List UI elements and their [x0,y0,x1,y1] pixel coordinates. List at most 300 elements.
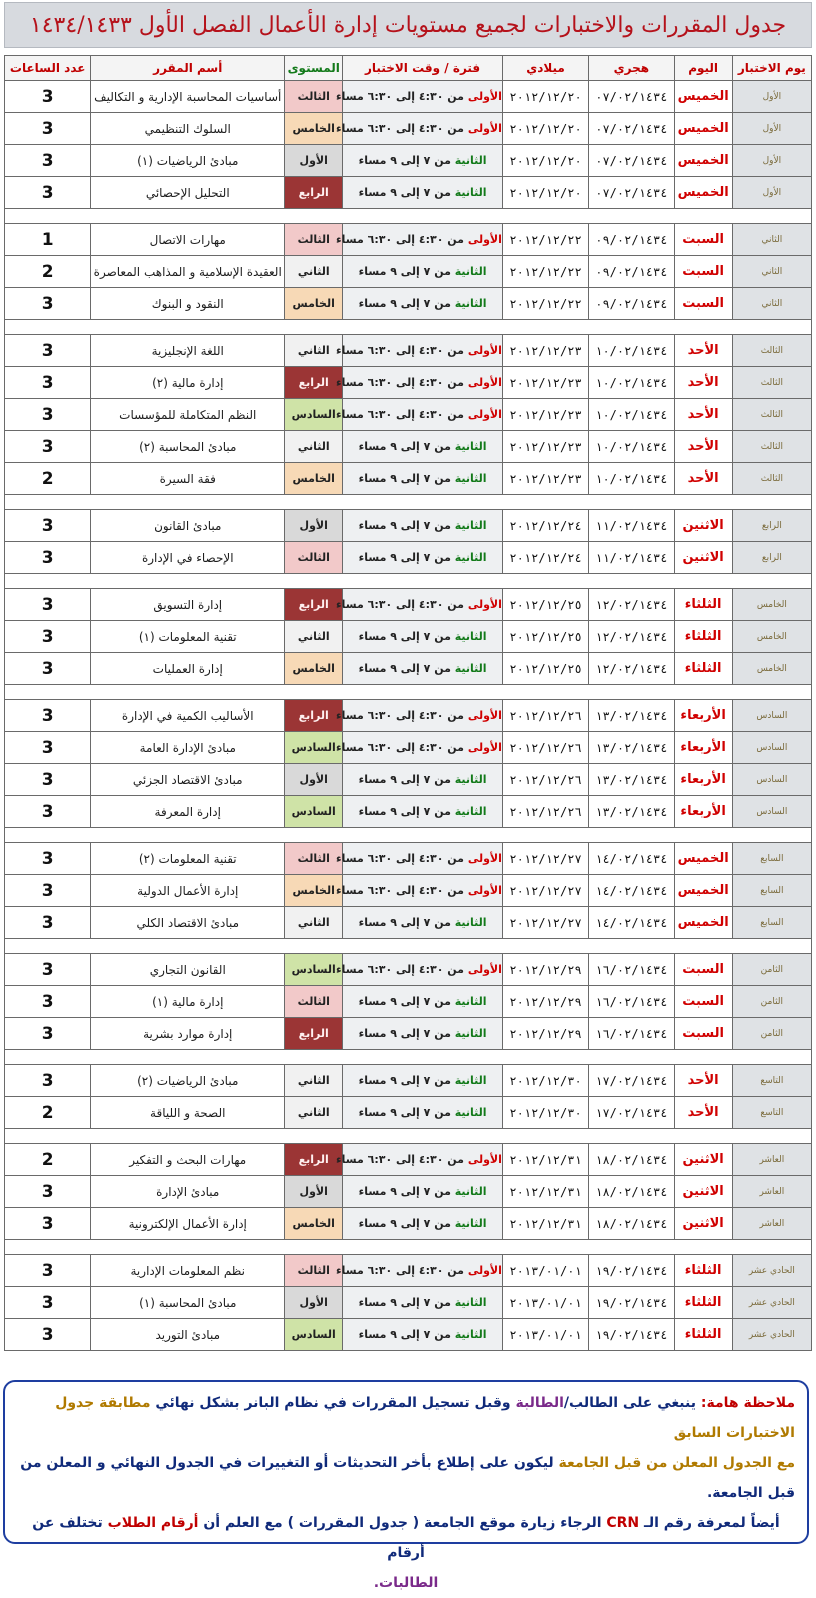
period-cell [343,256,503,288]
day-cell: الأحد [674,335,732,367]
course-name-cell: إدارة موارد بشرية [91,1018,285,1050]
gregorian-date-cell: ٢٠١٢/١٢/٢٢ [502,224,588,256]
day-cell: الخميس [674,177,732,209]
course-name-cell: مبادئ الاقتصاد الكلي [91,907,285,939]
credit-hours-cell: 3 [5,589,91,621]
period-name: الأولى [467,1264,502,1277]
period-time: من ٧ إلى ٩ مساء [358,265,451,278]
day-cell: الثلثاء [674,1319,732,1351]
note-text: أيضاً لمعرفة رقم الـ [644,1515,780,1531]
exam-day-cell: التاسع [732,1097,811,1129]
header-course: أسم المقرر [91,56,285,81]
course-name-cell: إدارة المعرفة [91,796,285,828]
credit-hours-cell: 3 [5,367,91,399]
course-name-cell: مبادئ الاقتصاد الجزئي [91,764,285,796]
course-name-cell: العقيدة الإسلامية و المذاهب المعاصرة [91,256,285,288]
course-name-cell: النظم المتكاملة للمؤسسات [91,399,285,431]
credit-hours-cell: 3 [5,510,91,542]
table-row [5,288,812,320]
period-cell [336,335,503,367]
note-text: وقبل تسجيل المقررات في نظام البانر بشكل نهائي [155,1395,511,1411]
day-cell: الأحد [674,367,732,399]
exam-day-cell: الثامن [732,986,811,1018]
group-separator [5,574,812,589]
group-separator [5,685,812,700]
period-cell [336,954,503,986]
hijri-date-cell: ١٢/٠٢/١٤٣٤ [589,589,674,621]
exam-day-cell: الأول [732,177,811,209]
period-time: من ٧ إلى ٩ مساء [358,662,451,675]
day-cell: السبت [674,986,732,1018]
period-name: الأولى [467,963,502,976]
exam-day-cell: الثالث [732,335,811,367]
period-name: الثانية [454,1074,487,1087]
hijri-date-cell: ١١/٠٢/١٤٣٤ [589,542,674,574]
group-separator [5,1129,812,1144]
day-cell: الثلثاء [674,653,732,685]
note-line-1 [17,1388,795,1448]
table-row [5,843,812,875]
table-row [5,367,812,399]
hijri-date-cell: ١٣/٠٢/١٤٣٤ [589,700,674,732]
course-name-cell: إدارة العمليات [91,653,285,685]
level-cell: الأول [285,510,343,542]
gregorian-date-cell: ٢٠١٢/١٢/٢٤ [502,510,588,542]
note-text: / [563,1395,570,1411]
credit-hours-cell: 3 [5,1287,91,1319]
level-cell: الرابع [285,177,343,209]
level-cell: السادس [285,1319,343,1351]
header-level: المستوى [285,56,343,81]
gregorian-date-cell: ٢٠١٢/١٢/٢٧ [502,875,588,907]
credit-hours-cell: 3 [5,732,91,764]
gregorian-date-cell: ٢٠١٢/١٢/٣١ [502,1144,588,1176]
table-row [5,335,812,367]
period-name: الأولى [467,741,502,754]
exam-day-cell: السادس [732,732,811,764]
period-name: الأولى [467,1153,502,1166]
gregorian-date-cell: ٢٠١٢/١٢/٢٦ [502,732,588,764]
period-cell [343,177,503,209]
period-cell [343,796,503,828]
exam-day-cell: الثالث [732,431,811,463]
header-exam-day: يوم الاختبار [732,56,811,81]
gregorian-date-cell: ٢٠١٣/٠١/٠١ [502,1255,588,1287]
group-separator [5,828,812,843]
period-cell [336,1255,503,1287]
exam-day-cell: الرابع [732,542,811,574]
gregorian-date-cell: ٢٠١٢/١٢/٢٢ [502,256,588,288]
hijri-date-cell: ١٦/٠٢/١٤٣٤ [589,986,674,1018]
group-separator [5,209,812,224]
period-name: الثانية [454,154,487,167]
course-name-cell: تقنية المعلومات (١) [91,621,285,653]
level-cell: الثالث [285,224,343,256]
table-row [5,796,812,828]
table-row [5,1319,812,1351]
course-name-cell: مبادئ الرياضيات (١) [91,145,285,177]
day-cell: الأحد [674,1097,732,1129]
gregorian-date-cell: ٢٠١٢/١٢/٢٣ [502,335,588,367]
course-name-cell: إدارة الأعمال الدولية [91,875,285,907]
period-name: الثانية [454,1106,487,1119]
credit-hours-cell: 3 [5,875,91,907]
period-name: الثانية [454,630,487,643]
day-cell: السبت [674,1018,732,1050]
exam-day-cell: السادس [732,700,811,732]
credit-hours-cell: 3 [5,399,91,431]
note-crn: CRN [606,1515,640,1531]
credit-hours-cell: 1 [5,224,91,256]
gregorian-date-cell: ٢٠١٢/١٢/٣١ [502,1176,588,1208]
period-name: الثانية [454,472,487,485]
period-cell [343,542,503,574]
credit-hours-cell: 3 [5,81,91,113]
gregorian-date-cell: ٢٠١٢/١٢/٢٣ [502,399,588,431]
table-row [5,986,812,1018]
gregorian-date-cell: ٢٠١٢/١٢/٢٠ [502,145,588,177]
course-name-cell: مبادئ التوريد [91,1319,285,1351]
note-text: ينبغي على [622,1395,696,1411]
day-cell: الأربعاء [674,700,732,732]
level-cell: الثاني [285,621,343,653]
period-time: من ٤:٣٠ إلى ٦:٣٠ مساء [336,90,464,103]
period-cell [343,463,503,495]
gregorian-date-cell: ٢٠١٢/١٢/٢٩ [502,954,588,986]
day-cell: الأربعاء [674,732,732,764]
period-time: من ٧ إلى ٩ مساء [358,805,451,818]
table-row [5,256,812,288]
period-time: من ٤:٣٠ إلى ٦:٣٠ مساء [336,709,464,722]
hijri-date-cell: ١٧/٠٢/١٤٣٤ [589,1065,674,1097]
credit-hours-cell: 3 [5,1208,91,1240]
period-name: الأولى [467,408,502,421]
exam-day-cell: السادس [732,764,811,796]
period-name: الثانية [454,265,487,278]
exam-day-cell: العاشر [732,1176,811,1208]
day-cell: الاثنين [674,542,732,574]
exam-day-cell: الثالث [732,367,811,399]
level-cell: الخامس [285,113,343,145]
header-hijri: هجري [589,56,674,81]
course-name-cell: مبادئ الرياضيات (٢) [91,1065,285,1097]
gregorian-date-cell: ٢٠١٢/١٢/٢٦ [502,700,588,732]
hijri-date-cell: ١٠/٠٢/١٤٣٤ [589,399,674,431]
header-hours: عدد الساعات [5,56,91,81]
day-cell: الأحد [674,463,732,495]
table-row [5,1176,812,1208]
gregorian-date-cell: ٢٠١٢/١٢/٣١ [502,1208,588,1240]
period-time: من ٤:٣٠ إلى ٦:٣٠ مساء [336,598,464,611]
gregorian-date-cell: ٢٠١٣/٠١/٠١ [502,1287,588,1319]
level-cell: الأول [285,145,343,177]
credit-hours-cell: 3 [5,954,91,986]
day-cell: الأحد [674,1065,732,1097]
level-cell: الثالث [285,1255,343,1287]
period-time: من ٤:٣٠ إلى ٦:٣٠ مساء [336,344,464,357]
table-row [5,224,812,256]
gregorian-date-cell: ٢٠١٣/٠١/٠١ [502,1319,588,1351]
separator-cell [5,939,812,954]
group-separator [5,495,812,510]
gregorian-date-cell: ٢٠١٢/١٢/٢٤ [502,542,588,574]
gregorian-date-cell: ٢٠١٢/١٢/٢٣ [502,367,588,399]
exam-day-cell: الأول [732,81,811,113]
hijri-date-cell: ١٤/٠٢/١٤٣٤ [589,843,674,875]
table-row [5,764,812,796]
table-row [5,954,812,986]
table-row [5,177,812,209]
exam-day-cell: الثامن [732,1018,811,1050]
level-cell: الثاني [285,907,343,939]
period-name: الأولى [467,598,502,611]
period-cell [343,621,503,653]
exam-day-cell: الأول [732,145,811,177]
period-name: الثانية [454,297,487,310]
day-cell: الثلثاء [674,1287,732,1319]
course-name-cell: السلوك التنظيمي [91,113,285,145]
course-name-cell: مبادئ الإدارة العامة [91,732,285,764]
level-cell: السادس [285,796,343,828]
period-time: من ٧ إلى ٩ مساء [358,1328,451,1341]
table-row [5,1018,812,1050]
period-name: الأولى [467,122,502,135]
exam-day-cell: التاسع [732,1065,811,1097]
period-name: الثانية [454,440,487,453]
period-time: من ٤:٣٠ إلى ٦:٣٠ مساء [336,1153,464,1166]
period-name: الأولى [467,709,502,722]
exam-day-cell: الثالث [732,463,811,495]
gregorian-date-cell: ٢٠١٢/١٢/٢٥ [502,589,588,621]
credit-hours-cell: 2 [5,256,91,288]
exam-day-cell: الخامس [732,653,811,685]
period-name: الثانية [454,662,487,675]
day-cell: الثلثاء [674,621,732,653]
period-time: من ٧ إلى ٩ مساء [358,916,451,929]
hijri-date-cell: ١٨/٠٢/١٤٣٤ [589,1208,674,1240]
hijri-date-cell: ١٨/٠٢/١٤٣٤ [589,1144,674,1176]
course-name-cell: النقود و البنوك [91,288,285,320]
hijri-date-cell: ١٢/٠٢/١٤٣٤ [589,621,674,653]
level-cell: الثاني [285,1097,343,1129]
day-cell: الأربعاء [674,764,732,796]
level-cell: الثالث [285,986,343,1018]
period-cell [336,843,503,875]
hijri-date-cell: ١٧/٠٢/١٤٣٤ [589,1097,674,1129]
level-cell: الخامس [285,288,343,320]
table-row [5,1287,812,1319]
course-name-cell: التحليل الإحصائي [91,177,285,209]
hijri-date-cell: ١٣/٠٢/١٤٣٤ [589,764,674,796]
header-row [5,56,812,81]
gregorian-date-cell: ٢٠١٢/١٢/٢٠ [502,177,588,209]
period-time: من ٧ إلى ٩ مساء [358,630,451,643]
exam-day-cell: السابع [732,843,811,875]
table-row [5,113,812,145]
hijri-date-cell: ٠٩/٠٢/١٤٣٤ [589,224,674,256]
period-cell [336,700,503,732]
day-cell: السبت [674,224,732,256]
level-cell: الرابع [285,367,343,399]
period-cell [336,732,503,764]
period-name: الأولى [467,884,502,897]
separator-cell [5,685,812,700]
period-cell [336,81,503,113]
period-name: الأولى [467,233,502,246]
period-time: من ٧ إلى ٩ مساء [358,995,451,1008]
hijri-date-cell: ١٩/٠٢/١٤٣٤ [589,1255,674,1287]
group-separator [5,1050,812,1065]
credit-hours-cell: 3 [5,764,91,796]
day-cell: الاثنين [674,1144,732,1176]
exam-day-cell: الثالث [732,399,811,431]
period-name: الثانية [454,1217,487,1230]
day-cell: الخميس [674,843,732,875]
period-cell [343,653,503,685]
table-row [5,621,812,653]
table-row [5,542,812,574]
day-cell: الأحد [674,431,732,463]
hijri-date-cell: ١٤/٠٢/١٤٣٤ [589,875,674,907]
hijri-date-cell: ١٣/٠٢/١٤٣٤ [589,732,674,764]
period-name: الأولى [467,852,502,865]
note-text: مع الجدول المعلن من قبل الجامعة [558,1455,795,1471]
period-name: الثانية [454,1328,487,1341]
period-name: الأولى [467,90,502,103]
period-name: الثانية [454,805,487,818]
day-cell: الأربعاء [674,796,732,828]
period-time: من ٧ إلى ٩ مساء [358,440,451,453]
level-cell: الأول [285,1287,343,1319]
credit-hours-cell: 3 [5,145,91,177]
period-time: من ٧ إلى ٩ مساء [358,1185,451,1198]
period-time: من ٤:٣٠ إلى ٦:٣٠ مساء [336,233,464,246]
level-cell: الأول [285,1176,343,1208]
table-row [5,81,812,113]
hijri-date-cell: ١٦/٠٢/١٤٣٤ [589,1018,674,1050]
period-time: من ٤:٣٠ إلى ٦:٣٠ مساء [336,408,464,421]
period-name: الثانية [454,773,487,786]
table-row [5,589,812,621]
level-cell: الثالث [285,843,343,875]
period-cell [343,145,503,177]
credit-hours-cell: 3 [5,177,91,209]
period-cell [336,589,503,621]
gregorian-date-cell: ٢٠١٢/١٢/٢٠ [502,113,588,145]
period-time: من ٤:٣٠ إلى ٦:٣٠ مساء [336,884,464,897]
group-separator [5,320,812,335]
hijri-date-cell: ١٢/٠٢/١٤٣٤ [589,653,674,685]
level-cell: الرابع [285,700,343,732]
period-time: من ٧ إلى ٩ مساء [358,472,451,485]
period-name: الثانية [454,916,487,929]
day-cell: الخميس [674,875,732,907]
day-cell: الخميس [674,907,732,939]
credit-hours-cell: 2 [5,463,91,495]
header-day: اليوم [674,56,732,81]
period-cell [343,510,503,542]
exam-day-cell: الثاني [732,224,811,256]
course-name-cell: إدارة التسويق [91,589,285,621]
period-cell [343,1097,503,1129]
period-cell [343,1065,503,1097]
separator-cell [5,1129,812,1144]
period-time: من ٧ إلى ٩ مساء [358,1106,451,1119]
table-row [5,463,812,495]
period-time: من ٧ إلى ٩ مساء [358,1296,451,1309]
credit-hours-cell: 3 [5,542,91,574]
level-cell: السادس [285,732,343,764]
exam-day-cell: الحادي عشر [732,1255,811,1287]
day-cell: الثلثاء [674,1255,732,1287]
hijri-date-cell: ١٠/٠٢/١٤٣٤ [589,367,674,399]
course-name-cell: مبادئ المحاسبة (١) [91,1287,285,1319]
gregorian-date-cell: ٢٠١٢/١٢/٢٥ [502,653,588,685]
separator-cell [5,828,812,843]
gregorian-date-cell: ٢٠١٢/١٢/٢٦ [502,764,588,796]
credit-hours-cell: 3 [5,431,91,463]
period-time: من ٧ إلى ٩ مساء [358,1074,451,1087]
period-time: من ٧ إلى ٩ مساء [358,551,451,564]
gregorian-date-cell: ٢٠١٢/١٢/٢٠ [502,81,588,113]
separator-cell [5,209,812,224]
note-label: ملاحظة هامة: [700,1395,795,1411]
exam-day-cell: العاشر [732,1144,811,1176]
day-cell: السبت [674,256,732,288]
course-name-cell: نظم المعلومات الإدارية [91,1255,285,1287]
exam-day-cell: الخامس [732,589,811,621]
note-line-3 [17,1508,795,1568]
hijri-date-cell: ١٨/٠٢/١٤٣٤ [589,1176,674,1208]
day-cell: الاثنين [674,1208,732,1240]
level-cell: الثاني [285,1065,343,1097]
period-time: من ٤:٣٠ إلى ٦:٣٠ مساء [336,963,464,976]
exam-day-cell: الرابع [732,510,811,542]
course-name-cell: مهارات البحث و التفكير [91,1144,285,1176]
period-time: من ٧ إلى ٩ مساء [358,1027,451,1040]
period-cell [343,1018,503,1050]
course-name-cell: الأساليب الكمية في الإدارة [91,700,285,732]
period-time: من ٤:٣٠ إلى ٦:٣٠ مساء [336,122,464,135]
period-cell [343,1287,503,1319]
hijri-date-cell: ٠٧/٠٢/١٤٣٤ [589,145,674,177]
table-row [5,653,812,685]
day-cell: الاثنين [674,1176,732,1208]
table-row [5,1097,812,1129]
period-name: الأولى [467,344,502,357]
course-name-cell: تقنية المعلومات (٢) [91,843,285,875]
note-text: تختلف عن أرقام [32,1515,425,1561]
day-cell: السبت [674,288,732,320]
period-time: من ٧ إلى ٩ مساء [358,773,451,786]
exam-day-cell: السابع [732,907,811,939]
exam-day-cell: الثاني [732,288,811,320]
credit-hours-cell: 3 [5,1255,91,1287]
period-name: الثانية [454,1296,487,1309]
period-name: الثانية [454,186,487,199]
credit-hours-cell: 3 [5,986,91,1018]
gregorian-date-cell: ٢٠١٢/١٢/٢٩ [502,986,588,1018]
gregorian-date-cell: ٢٠١٢/١٢/٢٢ [502,288,588,320]
credit-hours-cell: 3 [5,843,91,875]
hijri-date-cell: ١٠/٠٢/١٤٣٤ [589,431,674,463]
period-time: من ٧ إلى ٩ مساء [358,1217,451,1230]
exam-day-cell: الحادي عشر [732,1287,811,1319]
course-name-cell: اللغة الإنجليزية [91,335,285,367]
course-name-cell: مهارات الاتصال [91,224,285,256]
header-gregorian: ميلادي [502,56,588,81]
exam-day-cell: السابع [732,875,811,907]
